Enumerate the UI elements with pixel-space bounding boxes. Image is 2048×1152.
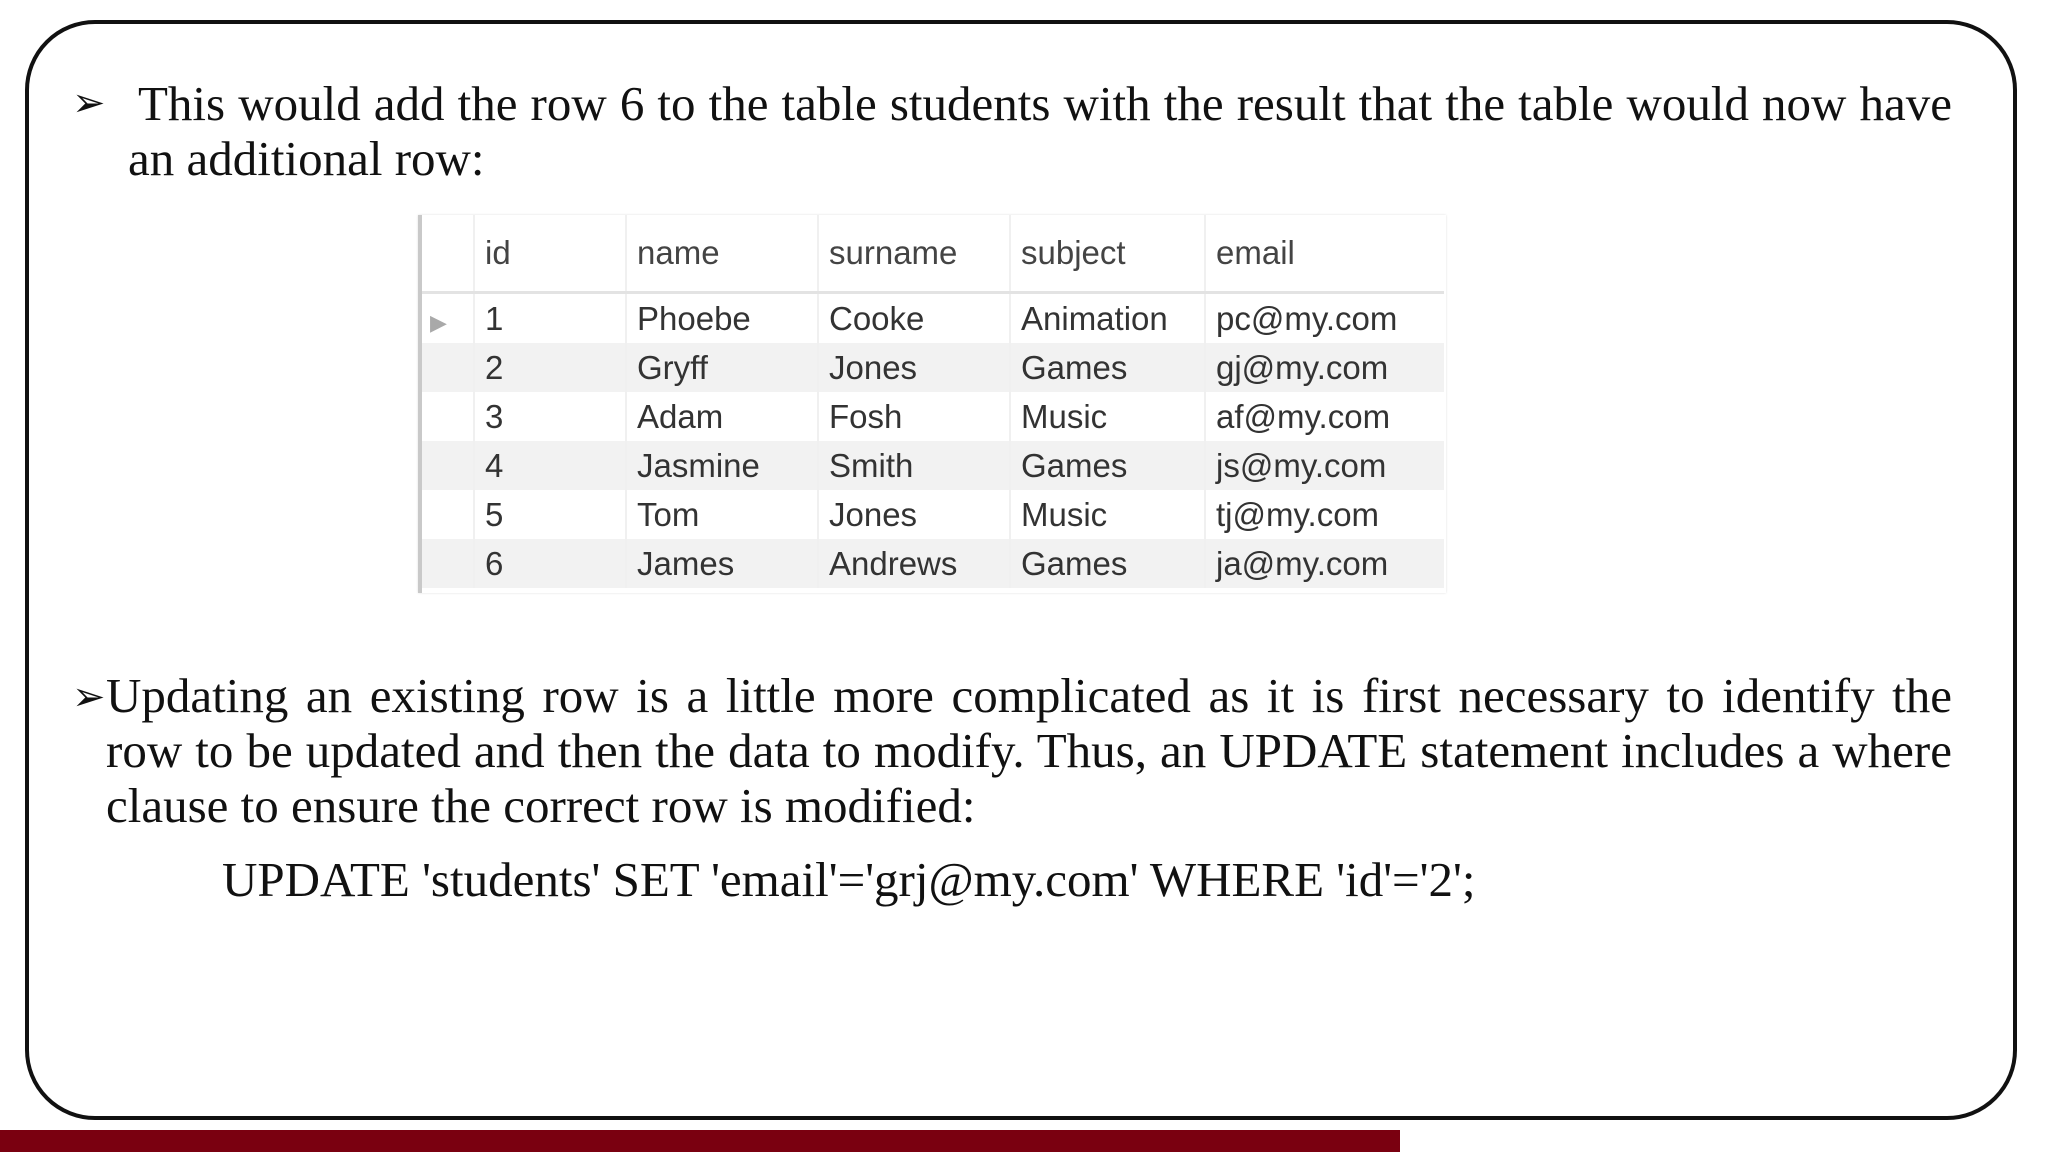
cell-surname: Fosh [818,392,1010,441]
cell-email: ja@my.com [1205,539,1444,588]
row-marker-cell [422,441,474,490]
bullet-text-1: This would add the row 6 to the table students with the result that the table would now have an additional row: [128,76,1952,186]
cell-id: 3 [474,392,626,441]
bullet-text-2: Updating an existing row is a little more complicated as it is first necessary to identify the row to be updated and then the data to modify. Thus, an UPDATE statement includes a where clause to ensure the correct row is modified: [106,668,1952,833]
cell-subject: Animation [1010,293,1205,344]
table-row [422,293,1444,344]
current-row-arrow-icon: ▶ [430,309,447,335]
table-row [422,441,1444,490]
header-marker-cell [422,215,474,293]
cell-id: 4 [474,441,626,490]
table-row [422,392,1444,441]
cell-id: 1 [474,293,626,344]
cell-surname: Jones [818,490,1010,539]
cell-email: pc@my.com [1205,293,1444,344]
cell-email: js@my.com [1205,441,1444,490]
cell-surname: Cooke [818,293,1010,344]
table-row [422,539,1444,588]
cell-subject: Music [1010,392,1205,441]
cell-subject: Music [1010,490,1205,539]
cell-subject: Games [1010,539,1205,588]
arrow-bullet-icon: ➢ [72,674,106,720]
students-table [422,215,1444,588]
cell-name: Tom [626,490,818,539]
students-table-screenshot [418,215,1446,593]
bullet-paragraph-1 [72,76,1952,186]
cell-email: tj@my.com [1205,490,1444,539]
cell-name: Jasmine [626,441,818,490]
bullet-paragraph-2 [72,668,1952,833]
row-marker-cell [422,343,474,392]
row-marker-cell [422,293,474,344]
column-header-email: email [1205,215,1444,293]
cell-name: Adam [626,392,818,441]
cell-id: 6 [474,539,626,588]
arrow-bullet-icon: ➢ [72,80,106,126]
table-row [422,490,1444,539]
cell-email: af@my.com [1205,392,1444,441]
row-marker-cell [422,539,474,588]
row-marker-cell [422,392,474,441]
cell-email: gj@my.com [1205,343,1444,392]
cell-name: Phoebe [626,293,818,344]
cell-subject: Games [1010,441,1205,490]
column-header-id: id [474,215,626,293]
table-row [422,343,1444,392]
cell-subject: Games [1010,343,1205,392]
row-marker-cell [422,490,474,539]
footer-accent-bar [0,1130,1400,1152]
column-header-surname: surname [818,215,1010,293]
cell-surname: Andrews [818,539,1010,588]
cell-name: Gryff [626,343,818,392]
cell-id: 2 [474,343,626,392]
cell-surname: Jones [818,343,1010,392]
sql-update-statement: UPDATE 'students' SET 'email'='grj@my.com' WHERE 'id'='2'; [222,852,1476,907]
cell-id: 5 [474,490,626,539]
table-header-row [422,215,1444,293]
cell-name: James [626,539,818,588]
column-header-name: name [626,215,818,293]
cell-surname: Smith [818,441,1010,490]
column-header-subject: subject [1010,215,1205,293]
